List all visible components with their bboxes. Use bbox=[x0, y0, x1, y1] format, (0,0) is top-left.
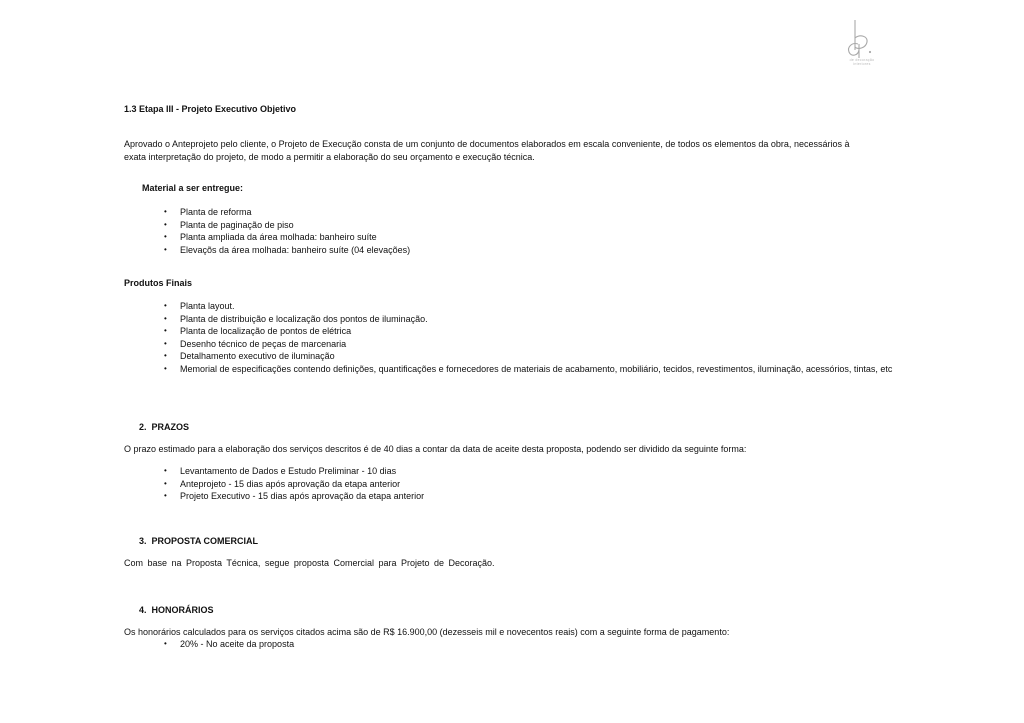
list-item: • Planta layout. bbox=[164, 300, 904, 313]
section-title: PRAZOS bbox=[151, 422, 190, 432]
list-item: • Elevaçõs da área molhada: banheiro suíte (04 elevações) bbox=[164, 244, 904, 257]
section-number: 4. bbox=[139, 605, 147, 615]
material-list bbox=[164, 206, 904, 256]
section-title: PROPOSTA COMERCIAL bbox=[151, 536, 259, 546]
list-item: • Planta ampliada da área molhada: banheiro suíte bbox=[164, 231, 904, 244]
list-item: • Desenho técnico de peças de marcenaria bbox=[164, 338, 904, 351]
list-item: • Planta de localização de pontos de elétrica bbox=[164, 325, 904, 338]
honorarios-heading bbox=[139, 604, 214, 617]
section-number: 2. bbox=[139, 422, 147, 432]
list-item: • Memorial de especificações contendo definições, quantificações e fornecedores de materiais de acabamento, mobiliário, tecidos, revestimentos, iluminação, acessórios, tintas, etc bbox=[164, 363, 904, 376]
intro-line: Aprovado o Anteprojeto pelo cliente, o Projeto de Execução consta de um conjunto de documentos elaborados em escala conveniente, de todos os elementos da obra, necessários à bbox=[124, 139, 850, 149]
proposta-text: Com base na Proposta Técnica, segue proposta Comercial para Projeto de Decoração. bbox=[124, 558, 495, 568]
prazos-list bbox=[164, 465, 904, 503]
intro-line: exata interpretação do projeto, de modo a permitir a elaboração do seu orçamento e execução técnica. bbox=[124, 151, 535, 162]
produtos-heading: Produtos Finais bbox=[124, 278, 193, 288]
honorarios-text: Os honorários calculados para os serviços citados acima são de R$ 16.900,00 (dezesseis mil e novecentos reais) com a seguinte forma de pagamento: bbox=[124, 627, 730, 637]
honorarios-list bbox=[164, 638, 904, 651]
section-number: 3. bbox=[139, 536, 147, 546]
list-item: • Planta de distribuição e localização dos pontos de iluminação. bbox=[164, 313, 904, 326]
list-item: • Levantamento de Dados e Estudo Preliminar - 10 dias bbox=[164, 465, 904, 478]
list-item: • Planta de reforma bbox=[164, 206, 904, 219]
logo-tagline: de decoração interiores bbox=[849, 58, 875, 66]
section-title: HONORÁRIOS bbox=[151, 605, 214, 615]
list-item: • Anteprojeto - 15 dias após aprovação da etapa anterior bbox=[164, 478, 904, 491]
section-heading: 1.3 Etapa III - Projeto Executivo Objetivo bbox=[124, 104, 297, 114]
list-item: • Planta de paginação de piso bbox=[164, 219, 904, 232]
material-heading: Material a ser entregue: bbox=[142, 183, 244, 193]
prazos-heading bbox=[139, 421, 189, 434]
list-item: • Projeto Executivo - 15 dias após aprovação da etapa anterior bbox=[164, 490, 904, 503]
intro-paragraph bbox=[124, 138, 904, 163]
prazos-text: O prazo estimado para a elaboração dos serviços descritos é de 40 dias a contar da data de aceite desta proposta, podendo ser dividido da seguinte forma: bbox=[124, 444, 747, 454]
produtos-list bbox=[164, 300, 904, 375]
proposta-heading bbox=[139, 535, 258, 548]
list-item: • 20% - No aceite da proposta bbox=[164, 638, 904, 651]
list-item: • Detalhamento executivo de iluminação bbox=[164, 350, 904, 363]
